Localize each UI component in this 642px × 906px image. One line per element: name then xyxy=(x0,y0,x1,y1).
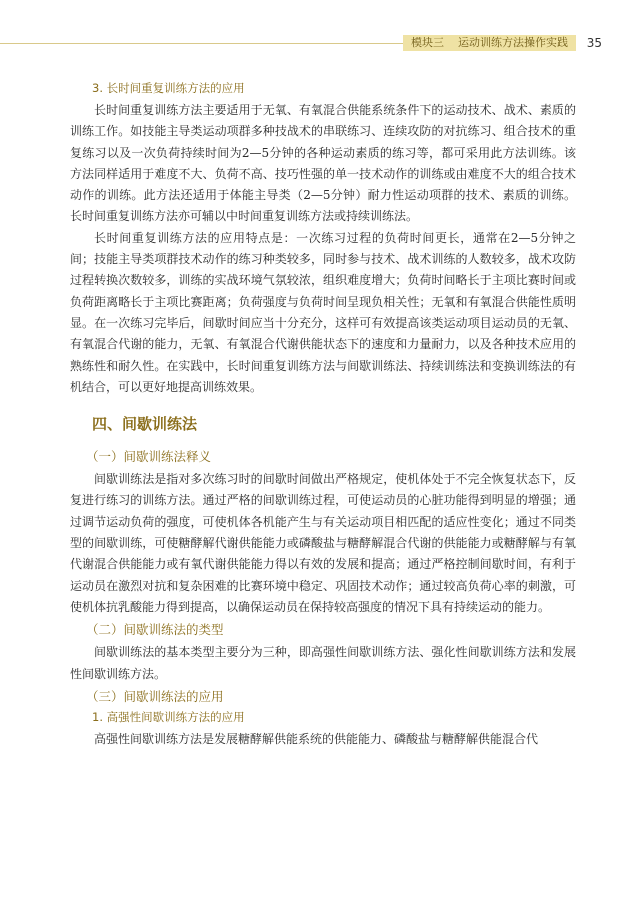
paragraph-types: 间歇训练法的基本类型主要分为三种，即高强性间歇训练方法、强化性间歇训练方法和发展性间歇训练方法。 xyxy=(70,645,576,681)
paragraph-definition: 间歇训练法是指对多次练习时的间歇时间做出严格规定，使机体处于不完全恢复状态下，反复进行练习的训练方法。通过严格的间歇训练过程，可使运动员的心脏功能得到明显的增强；通过调节运动负荷的强度，可使机体各机能产生与有关运动项目相匹配的适应性变化；通过不同类型的间歇训练，可使糖酵解代谢供能能力或磷酸盐与糖酵解混合代谢的供能能力或糖酵解与有氧代谢混合供能能力或有氧代谢供能能力得以有效的发展和提高；通过严格控制间歇时间，有利于运动员在激烈对抗和复杂困难的比赛环境中稳定、巩固技术动作；通过较高负荷心率的刺激，可使机体抗乳酸能力得到提高，以确保运动员在保持较高强度的情况下具有持续运动的能力。 xyxy=(70,472,576,614)
paragraph-long-duration-features: 长时间重复训练方法的应用特点是：一次练习过程的负荷时间更长，通常在2—5分钟之间；技能主导类项群技术动作的练习种类较多，同时参与技术、战术训练的人数较多，战术攻防过程转换次数较多，训练的实战环境气氛较浓，组织难度增大；负荷时间略长于主项比赛时间或负荷距离略长于主项比赛距离；负荷强度与负荷时间呈现负相关性；无氧和有氧混合供能性质明显。在一次练习完毕后，间歇时间应当十分充分，这样可有效提高该类运动项目运动员的无氧、有氧混合代谢的能力，无氧、有氧混合代谢供能状态下的速度和力量耐力，以及各种技术应用的熟练性和耐久性。在实践中，长时间重复训练方法与间歇训练法、持续训练法和变换训练法的有机结合，可以更好地提高训练效果。 xyxy=(70,230,576,394)
header-module: 模块三 xyxy=(411,36,444,49)
header-title: 运动训练方法操作实践 xyxy=(458,36,568,49)
heading-high-intensity-application: 1. 高强性间歇训练方法的应用 xyxy=(92,709,245,724)
heading-long-duration-application: 3. 长时间重复训练方法的应用 xyxy=(92,81,245,95)
header-label xyxy=(403,35,576,51)
paragraph-long-duration-scope: 长时间重复训练方法主要适用于无氧、有氧混合供能系统条件下的运动技术、战术、素质的训练工作。如技能主导类运动项群多种技战术的串联练习、连续攻防的对抗练习、组合技术的重复练习以及一次负荷持续时间为2—5分钟的各种运动素质的练习等，都可采用此方法训练。该方法同样适用于难度不大、负荷不高、技巧性强的单一技术动作的训练或由难度不大的组合技术动作的训练。此方法还适用于体能主导类（2—5分钟）耐力性运动项群的技术、素质的训练。长时间重复训练方法亦可辅以中时间重复训练方法或持续训练法。 xyxy=(70,103,576,224)
section-heading-interval-training: 四、间歇训练法 xyxy=(92,415,198,434)
page-number: 35 xyxy=(586,36,602,50)
page-body xyxy=(70,80,576,750)
subheading-types: （二）间歇训练法的类型 xyxy=(86,622,224,638)
subheading-application: （三）间歇训练法的应用 xyxy=(86,688,224,704)
running-header xyxy=(0,35,642,51)
paragraph-high-intensity: 高强性间歇训练方法是发展糖酵解供能系统的供能能力、磷酸盐与糖酵解供能混合代 xyxy=(94,731,539,746)
subheading-definition: （一）间歇训练法释义 xyxy=(86,449,212,465)
